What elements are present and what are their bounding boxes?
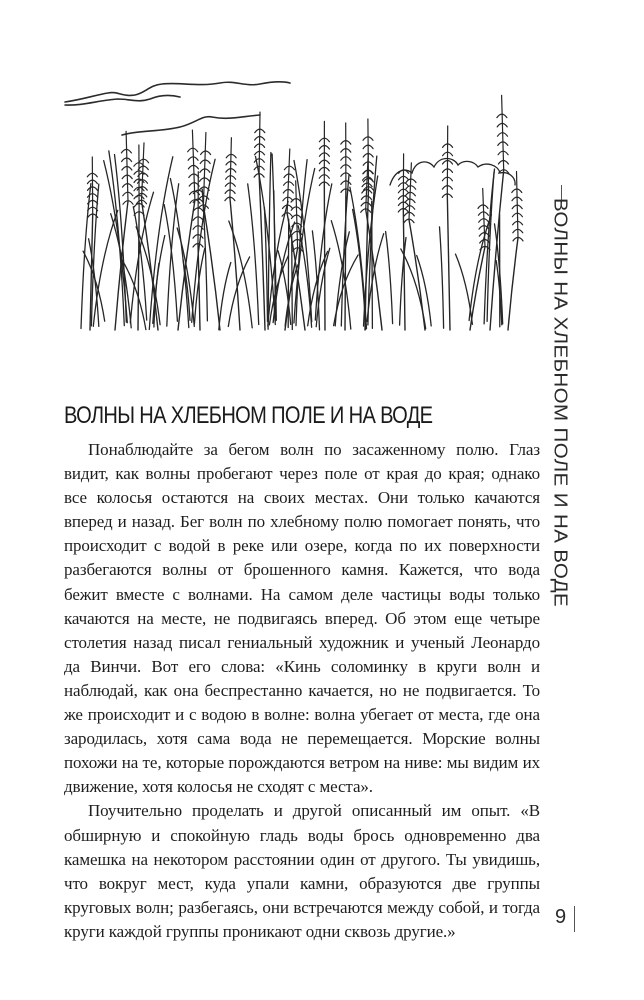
wheat-stem: [508, 238, 518, 330]
wheat-awn: [287, 149, 290, 213]
grass-blade: [229, 221, 252, 328]
grass-blade: [269, 256, 288, 325]
section-title: ВОЛНЫ НА ХЛЕБНОМ ПОЛЕ И НА ВОДЕ: [64, 402, 433, 429]
page-number: 9: [555, 906, 567, 928]
grass-blade: [440, 227, 444, 328]
wheat-stem: [324, 183, 325, 331]
paragraph: Понаблюдайте за бегом волн по засаженному полю. Глаз видит, как волны пробегают через поле от края до края; однако все колосья остаются на своих местах. Они только качаются вперед и назад. Бег волн по хлебному полю помогает понять, что происходит с водой в реке или озере, когда по их поверхности разбегаются волны от брошенного камня. Кажется, что вода бежит вместе с волнами. На самом деле частицы воды только качаются на месте, не подвигаясь вперед. Об этом еще четыре столетия назад писал гениальный художник и ученый Леонардо да Винчи. Вот его слова: «Кинь соломинку в круги волн и наблюдай, как она беспрестанно качается, но не подвигается. То же происходит и с водою в волне: волна убегает от места, где она зародилась, хотя сама вода не перемещается. Морские волны похожи на те, которые порождаются ветром на ниве: мы видим их движение, хотя колосья не сходят с места».: [64, 440, 540, 797]
paragraph: Поучительно проделать и другой описанный им опыт. «В обширную и спокойную гладь воды брось одновременно два камешка на некотором расстоянии один от другого. Ты увидишь, что вокруг мест, куда упали камни, образуются две группы круговых волн; разбегаясь, они встречаются между собой, и тогда круги каждой группы проникают одни сквозь другие.»: [64, 801, 540, 941]
cloud-line: [65, 95, 180, 105]
page-number-rule: [574, 906, 575, 932]
wheat-stem: [447, 194, 450, 330]
grass-blade: [149, 157, 173, 330]
wheat-stem: [403, 209, 405, 330]
wheat-stem: [470, 247, 485, 330]
grass-blade: [386, 232, 393, 324]
wheat-awn: [517, 172, 519, 238]
wheat-field-illustration: [60, 75, 540, 345]
cloud-line: [122, 115, 260, 135]
wheat-awn: [259, 112, 260, 174]
grass-blade: [115, 155, 127, 323]
grass-blade: [288, 219, 289, 327]
wheat-awn: [230, 138, 232, 198]
wheat-stem: [345, 189, 346, 330]
cloud-line: [65, 82, 290, 102]
body-text: [64, 438, 540, 944]
grass-blade: [170, 179, 188, 328]
running-title: ВОЛНЫ НА ХЛЕБНОМ ПОЛЕ И НА ВОДЕ: [550, 198, 571, 608]
wheat-stem: [259, 174, 265, 330]
grass-blade: [192, 159, 215, 322]
